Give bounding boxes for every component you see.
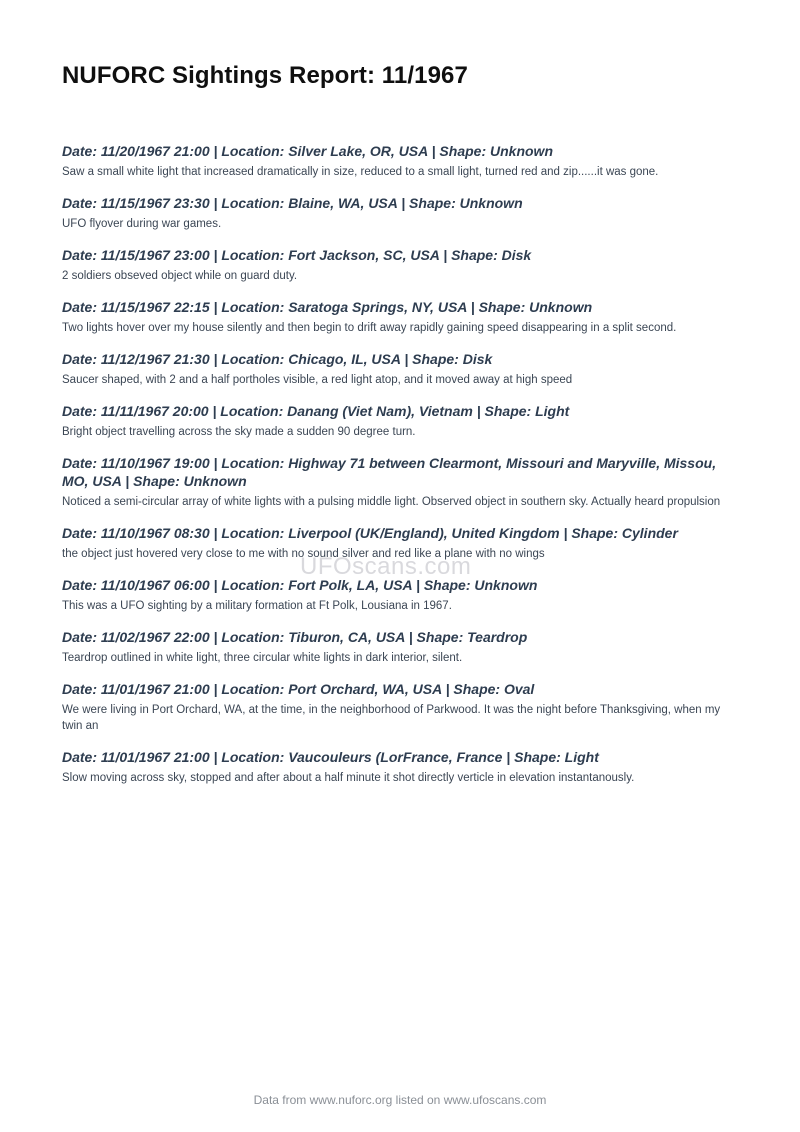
- sighting-header: Date: 11/02/1967 22:00 | Location: Tiburon, CA, USA | Shape: Teardrop: [62, 629, 528, 645]
- sighting-entry: [62, 246, 742, 284]
- sighting-entry: [62, 298, 742, 336]
- footer-credit: Data from www.nuforc.org listed on www.ufoscans.com: [253, 1093, 547, 1107]
- sighting-header: Date: 11/11/1967 20:00 | Location: Danang (Viet Nam), Vietnam | Shape: Light: [62, 403, 570, 419]
- sighting-entry: [62, 680, 742, 734]
- sighting-entry: [62, 748, 742, 786]
- sighting-description: the object just hovered very close to me with no sound silver and red like a plane with no wings: [62, 548, 545, 560]
- watermark: UFOscans.com: [300, 553, 472, 580]
- sighting-description: Slow moving across sky, stopped and after about a half minute it shot directly verticle in elevation instantanously.: [62, 772, 635, 784]
- sighting-header: Date: 11/15/1967 22:15 | Location: Saratoga Springs, NY, USA | Shape: Unknown: [62, 299, 593, 315]
- sighting-header: Date: 11/12/1967 21:30 | Location: Chicago, IL, USA | Shape: Disk: [62, 351, 493, 367]
- sighting-description: Teardrop outlined in white light, three circular white lights in dark interior, silent.: [62, 652, 463, 664]
- sighting-entry: [62, 454, 742, 510]
- sighting-description: Saucer shaped, with 2 and a half portholes visible, a red light atop, and it moved away at high speed: [62, 374, 573, 386]
- sighting-header: Date: 11/10/1967 19:00 | Location: Highway 71 between Clearmont, Missouri and Maryville, Missou, MO, USA | Shape: Unknown: [62, 455, 717, 489]
- sighting-entry: [62, 576, 742, 614]
- sighting-entry: [62, 402, 742, 440]
- sighting-description: Two lights hover over my house silently and then begin to drift away rapidly gaining speed disappearing in a split second.: [62, 322, 677, 334]
- sighting-header: Date: 11/01/1967 21:00 | Location: Vaucouleurs (LorFrance, France | Shape: Light: [62, 749, 599, 765]
- sighting-description: Noticed a semi-circular array of white lights with a pulsing middle light. Observed object in southern sky. Actually heard propulsion: [62, 496, 721, 508]
- sighting-header: Date: 11/10/1967 08:30 | Location: Liverpool (UK/England), United Kingdom | Shape: Cylinder: [62, 525, 678, 541]
- sighting-entry: [62, 194, 742, 232]
- sighting-header: Date: 11/20/1967 21:00 | Location: Silver Lake, OR, USA | Shape: Unknown: [62, 143, 553, 159]
- sighting-header: Date: 11/01/1967 21:00 | Location: Port Orchard, WA, USA | Shape: Oval: [62, 681, 535, 697]
- sighting-description: Saw a small white light that increased dramatically in size, reduced to a small light, turned red and zip......it was gone.: [62, 166, 659, 178]
- sighting-header: Date: 11/10/1967 06:00 | Location: Fort Polk, LA, USA | Shape: Unknown: [62, 577, 538, 593]
- sighting-entry: [62, 350, 742, 388]
- sighting-entry: [62, 628, 742, 666]
- page-title: NUFORC Sightings Report: 11/1967: [62, 62, 468, 89]
- sighting-description: Bright object travelling across the sky made a sudden 90 degree turn.: [62, 426, 416, 438]
- sighting-header: Date: 11/15/1967 23:00 | Location: Fort Jackson, SC, USA | Shape: Disk: [62, 247, 532, 263]
- sighting-entry: [62, 524, 742, 562]
- sighting-description: UFO flyover during war games.: [62, 218, 222, 230]
- sighting-header: Date: 11/15/1967 23:30 | Location: Blaine, WA, USA | Shape: Unknown: [62, 195, 523, 211]
- sighting-description: 2 soldiers obseved object while on guard duty.: [62, 270, 298, 282]
- sighting-description: This was a UFO sighting by a military formation at Ft Polk, Lousiana in 1967.: [62, 600, 452, 612]
- sightings-list: [62, 142, 742, 800]
- sighting-description: We were living in Port Orchard, WA, at the time, in the neighborhood of Parkwood. It was the night before Thanksgiving, when my twin an: [62, 704, 721, 732]
- sighting-entry: [62, 142, 742, 180]
